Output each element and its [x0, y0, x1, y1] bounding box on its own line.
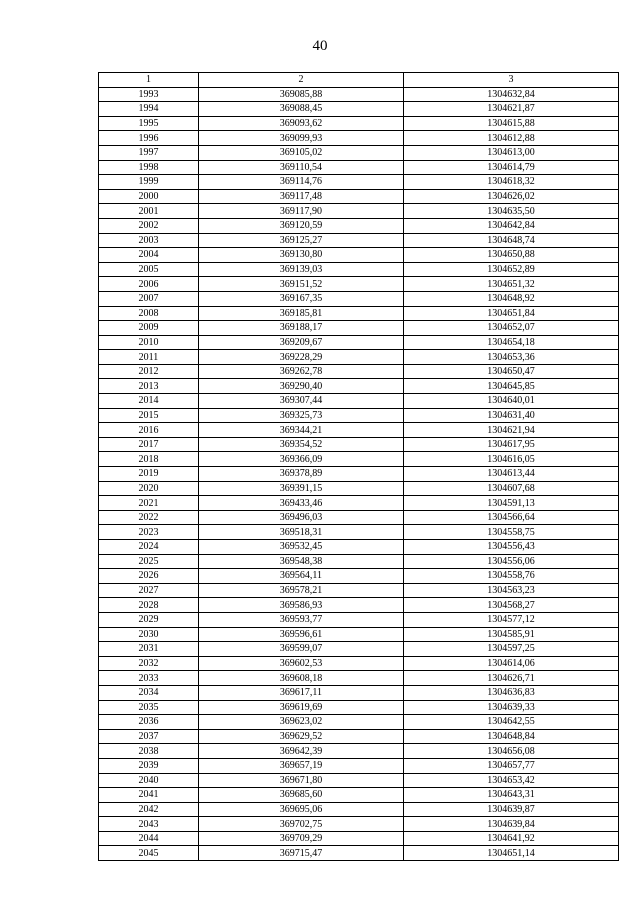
point-number-cell: 2035	[99, 700, 199, 715]
x-coordinate-cell: 369099,93	[199, 131, 404, 146]
x-coordinate-cell: 369228,29	[199, 350, 404, 365]
point-number-cell: 2027	[99, 583, 199, 598]
table-row	[99, 452, 619, 467]
point-number-cell: 2029	[99, 612, 199, 627]
x-coordinate-cell: 369619,69	[199, 700, 404, 715]
x-coordinate-cell: 369151,52	[199, 277, 404, 292]
x-coordinate-cell: 369117,90	[199, 204, 404, 219]
y-coordinate-cell: 1304650,47	[404, 364, 619, 379]
x-coordinate-cell: 369307,44	[199, 394, 404, 409]
point-number-cell: 2018	[99, 452, 199, 467]
table-row	[99, 540, 619, 555]
table-row	[99, 788, 619, 803]
table-row	[99, 773, 619, 788]
coordinates-table	[98, 72, 619, 861]
y-coordinate-cell: 1304651,14	[404, 846, 619, 861]
y-coordinate-cell: 1304642,55	[404, 715, 619, 730]
point-number-cell: 2040	[99, 773, 199, 788]
point-number-cell: 1996	[99, 131, 199, 146]
y-coordinate-cell: 1304556,06	[404, 554, 619, 569]
y-coordinate-cell: 1304613,00	[404, 145, 619, 160]
table-row	[99, 364, 619, 379]
table-row	[99, 204, 619, 219]
point-number-cell: 2015	[99, 408, 199, 423]
point-number-cell: 2009	[99, 321, 199, 336]
x-coordinate-cell: 369433,46	[199, 496, 404, 511]
table-row	[99, 831, 619, 846]
x-coordinate-cell: 369702,75	[199, 817, 404, 832]
page-number: 40	[312, 38, 328, 54]
table-row	[99, 262, 619, 277]
point-number-cell: 1995	[99, 116, 199, 131]
point-number-cell: 2013	[99, 379, 199, 394]
y-coordinate-cell: 1304618,32	[404, 175, 619, 190]
table-body	[99, 87, 619, 860]
x-coordinate-cell: 369685,60	[199, 788, 404, 803]
x-coordinate-cell: 369167,35	[199, 291, 404, 306]
y-coordinate-cell: 1304653,36	[404, 350, 619, 365]
table-row	[99, 131, 619, 146]
y-coordinate-cell: 1304648,84	[404, 729, 619, 744]
x-coordinate-cell: 369085,88	[199, 87, 404, 102]
x-coordinate-cell: 369110,54	[199, 160, 404, 175]
table-row	[99, 145, 619, 160]
x-coordinate-cell: 369608,18	[199, 671, 404, 686]
x-coordinate-cell: 369344,21	[199, 423, 404, 438]
x-coordinate-cell: 369496,03	[199, 510, 404, 525]
y-coordinate-cell: 1304591,13	[404, 496, 619, 511]
y-coordinate-cell: 1304654,18	[404, 335, 619, 350]
point-number-cell: 2031	[99, 642, 199, 657]
point-number-cell: 2034	[99, 685, 199, 700]
table-row	[99, 87, 619, 102]
y-coordinate-cell: 1304615,88	[404, 116, 619, 131]
table-row	[99, 423, 619, 438]
y-coordinate-cell: 1304626,71	[404, 671, 619, 686]
table-row	[99, 350, 619, 365]
point-number-cell: 2006	[99, 277, 199, 292]
table-row	[99, 248, 619, 263]
y-coordinate-cell: 1304639,87	[404, 802, 619, 817]
y-coordinate-cell: 1304577,12	[404, 612, 619, 627]
table-row	[99, 496, 619, 511]
x-coordinate-cell: 369657,19	[199, 758, 404, 773]
point-number-cell: 1997	[99, 145, 199, 160]
y-coordinate-cell: 1304616,05	[404, 452, 619, 467]
table-row	[99, 642, 619, 657]
x-coordinate-cell: 369642,39	[199, 744, 404, 759]
x-coordinate-cell: 369105,02	[199, 145, 404, 160]
y-coordinate-cell: 1304614,06	[404, 656, 619, 671]
x-coordinate-cell: 369209,67	[199, 335, 404, 350]
x-coordinate-cell: 369290,40	[199, 379, 404, 394]
x-coordinate-cell: 369629,52	[199, 729, 404, 744]
x-coordinate-cell: 369578,21	[199, 583, 404, 598]
table-row	[99, 189, 619, 204]
point-number-cell: 2014	[99, 394, 199, 409]
table-row	[99, 846, 619, 861]
table-row	[99, 627, 619, 642]
x-coordinate-cell: 369709,29	[199, 831, 404, 846]
point-number-cell: 2003	[99, 233, 199, 248]
x-coordinate-cell: 369596,61	[199, 627, 404, 642]
point-number-cell: 2004	[99, 248, 199, 263]
table-row	[99, 277, 619, 292]
point-number-cell: 2032	[99, 656, 199, 671]
point-number-cell: 2020	[99, 481, 199, 496]
table-row	[99, 102, 619, 117]
x-coordinate-cell: 369354,52	[199, 437, 404, 452]
point-number-cell: 2008	[99, 306, 199, 321]
x-coordinate-cell: 369093,62	[199, 116, 404, 131]
y-coordinate-cell: 1304556,43	[404, 540, 619, 555]
point-number-cell: 2033	[99, 671, 199, 686]
table-row	[99, 554, 619, 569]
x-coordinate-cell: 369117,48	[199, 189, 404, 204]
x-coordinate-cell: 369262,78	[199, 364, 404, 379]
y-coordinate-cell: 1304585,91	[404, 627, 619, 642]
table-row	[99, 175, 619, 190]
x-coordinate-cell: 369391,15	[199, 481, 404, 496]
x-coordinate-cell: 369715,47	[199, 846, 404, 861]
y-coordinate-cell: 1304636,83	[404, 685, 619, 700]
table-row	[99, 612, 619, 627]
point-number-cell: 2007	[99, 291, 199, 306]
y-coordinate-cell: 1304614,79	[404, 160, 619, 175]
point-number-cell: 2045	[99, 846, 199, 861]
y-coordinate-cell: 1304650,88	[404, 248, 619, 263]
x-coordinate-cell: 369088,45	[199, 102, 404, 117]
point-number-cell: 1999	[99, 175, 199, 190]
table-row	[99, 306, 619, 321]
point-number-cell: 2039	[99, 758, 199, 773]
table-row	[99, 656, 619, 671]
header-col-2: 2	[199, 73, 404, 88]
point-number-cell: 2011	[99, 350, 199, 365]
table-row	[99, 817, 619, 832]
header-col-1: 1	[99, 73, 199, 88]
y-coordinate-cell: 1304651,32	[404, 277, 619, 292]
y-coordinate-cell: 1304568,27	[404, 598, 619, 613]
y-coordinate-cell: 1304613,44	[404, 467, 619, 482]
table-row	[99, 467, 619, 482]
table-row	[99, 233, 619, 248]
x-coordinate-cell: 369599,07	[199, 642, 404, 657]
y-coordinate-cell: 1304648,74	[404, 233, 619, 248]
x-coordinate-cell: 369695,06	[199, 802, 404, 817]
y-coordinate-cell: 1304566,64	[404, 510, 619, 525]
table-row	[99, 758, 619, 773]
x-coordinate-cell: 369602,53	[199, 656, 404, 671]
x-coordinate-cell: 369378,89	[199, 467, 404, 482]
y-coordinate-cell: 1304607,68	[404, 481, 619, 496]
point-number-cell: 2000	[99, 189, 199, 204]
y-coordinate-cell: 1304639,84	[404, 817, 619, 832]
table-row	[99, 510, 619, 525]
x-coordinate-cell: 369518,31	[199, 525, 404, 540]
point-number-cell: 2041	[99, 788, 199, 803]
x-coordinate-cell: 369366,09	[199, 452, 404, 467]
x-coordinate-cell: 369564,11	[199, 569, 404, 584]
y-coordinate-cell: 1304640,01	[404, 394, 619, 409]
point-number-cell: 2037	[99, 729, 199, 744]
x-coordinate-cell: 369114,76	[199, 175, 404, 190]
table-row	[99, 437, 619, 452]
point-number-cell: 2023	[99, 525, 199, 540]
y-coordinate-cell: 1304558,75	[404, 525, 619, 540]
y-coordinate-cell: 1304643,31	[404, 788, 619, 803]
table-row	[99, 379, 619, 394]
point-number-cell: 2043	[99, 817, 199, 832]
x-coordinate-cell: 369125,27	[199, 233, 404, 248]
y-coordinate-cell: 1304626,02	[404, 189, 619, 204]
table-row	[99, 802, 619, 817]
table-row	[99, 116, 619, 131]
y-coordinate-cell: 1304652,89	[404, 262, 619, 277]
y-coordinate-cell: 1304648,92	[404, 291, 619, 306]
table-row	[99, 744, 619, 759]
y-coordinate-cell: 1304653,42	[404, 773, 619, 788]
point-number-cell: 2044	[99, 831, 199, 846]
y-coordinate-cell: 1304558,76	[404, 569, 619, 584]
table-row	[99, 671, 619, 686]
y-coordinate-cell: 1304656,08	[404, 744, 619, 759]
y-coordinate-cell: 1304641,92	[404, 831, 619, 846]
table-row	[99, 160, 619, 175]
header-col-3: 3	[404, 73, 619, 88]
table-row	[99, 291, 619, 306]
point-number-cell: 1993	[99, 87, 199, 102]
x-coordinate-cell: 369139,03	[199, 262, 404, 277]
y-coordinate-cell: 1304652,07	[404, 321, 619, 336]
table-row	[99, 700, 619, 715]
x-coordinate-cell: 369532,45	[199, 540, 404, 555]
x-coordinate-cell: 369130,80	[199, 248, 404, 263]
point-number-cell: 2021	[99, 496, 199, 511]
point-number-cell: 2001	[99, 204, 199, 219]
point-number-cell: 2026	[99, 569, 199, 584]
x-coordinate-cell: 369623,02	[199, 715, 404, 730]
y-coordinate-cell: 1304617,95	[404, 437, 619, 452]
table-row	[99, 408, 619, 423]
table-row	[99, 321, 619, 336]
table-row	[99, 218, 619, 233]
x-coordinate-cell: 369586,93	[199, 598, 404, 613]
x-coordinate-cell: 369548,38	[199, 554, 404, 569]
x-coordinate-cell: 369185,81	[199, 306, 404, 321]
table-row	[99, 569, 619, 584]
point-number-cell: 2010	[99, 335, 199, 350]
table-row	[99, 583, 619, 598]
table-row	[99, 729, 619, 744]
point-number-cell: 2019	[99, 467, 199, 482]
y-coordinate-cell: 1304639,33	[404, 700, 619, 715]
point-number-cell: 2024	[99, 540, 199, 555]
point-number-cell: 2005	[99, 262, 199, 277]
x-coordinate-cell: 369593,77	[199, 612, 404, 627]
y-coordinate-cell: 1304631,40	[404, 408, 619, 423]
x-coordinate-cell: 369671,80	[199, 773, 404, 788]
y-coordinate-cell: 1304632,84	[404, 87, 619, 102]
y-coordinate-cell: 1304645,85	[404, 379, 619, 394]
y-coordinate-cell: 1304612,88	[404, 131, 619, 146]
point-number-cell: 2028	[99, 598, 199, 613]
point-number-cell: 1998	[99, 160, 199, 175]
table-row	[99, 598, 619, 613]
point-number-cell: 2036	[99, 715, 199, 730]
point-number-cell: 2016	[99, 423, 199, 438]
y-coordinate-cell: 1304657,77	[404, 758, 619, 773]
table-row	[99, 525, 619, 540]
table-row	[99, 394, 619, 409]
point-number-cell: 2002	[99, 218, 199, 233]
y-coordinate-cell: 1304621,94	[404, 423, 619, 438]
table-row	[99, 685, 619, 700]
y-coordinate-cell: 1304651,84	[404, 306, 619, 321]
x-coordinate-cell: 369325,73	[199, 408, 404, 423]
point-number-cell: 2038	[99, 744, 199, 759]
y-coordinate-cell: 1304642,84	[404, 218, 619, 233]
point-number-cell: 2017	[99, 437, 199, 452]
table-row	[99, 481, 619, 496]
x-coordinate-cell: 369188,17	[199, 321, 404, 336]
point-number-cell: 2012	[99, 364, 199, 379]
table-header-row	[99, 73, 619, 88]
y-coordinate-cell: 1304635,50	[404, 204, 619, 219]
y-coordinate-cell: 1304597,25	[404, 642, 619, 657]
point-number-cell: 2022	[99, 510, 199, 525]
y-coordinate-cell: 1304563,23	[404, 583, 619, 598]
table-row	[99, 335, 619, 350]
x-coordinate-cell: 369617,11	[199, 685, 404, 700]
point-number-cell: 2042	[99, 802, 199, 817]
x-coordinate-cell: 369120,59	[199, 218, 404, 233]
point-number-cell: 1994	[99, 102, 199, 117]
y-coordinate-cell: 1304621,87	[404, 102, 619, 117]
point-number-cell: 2030	[99, 627, 199, 642]
table-row	[99, 715, 619, 730]
point-number-cell: 2025	[99, 554, 199, 569]
